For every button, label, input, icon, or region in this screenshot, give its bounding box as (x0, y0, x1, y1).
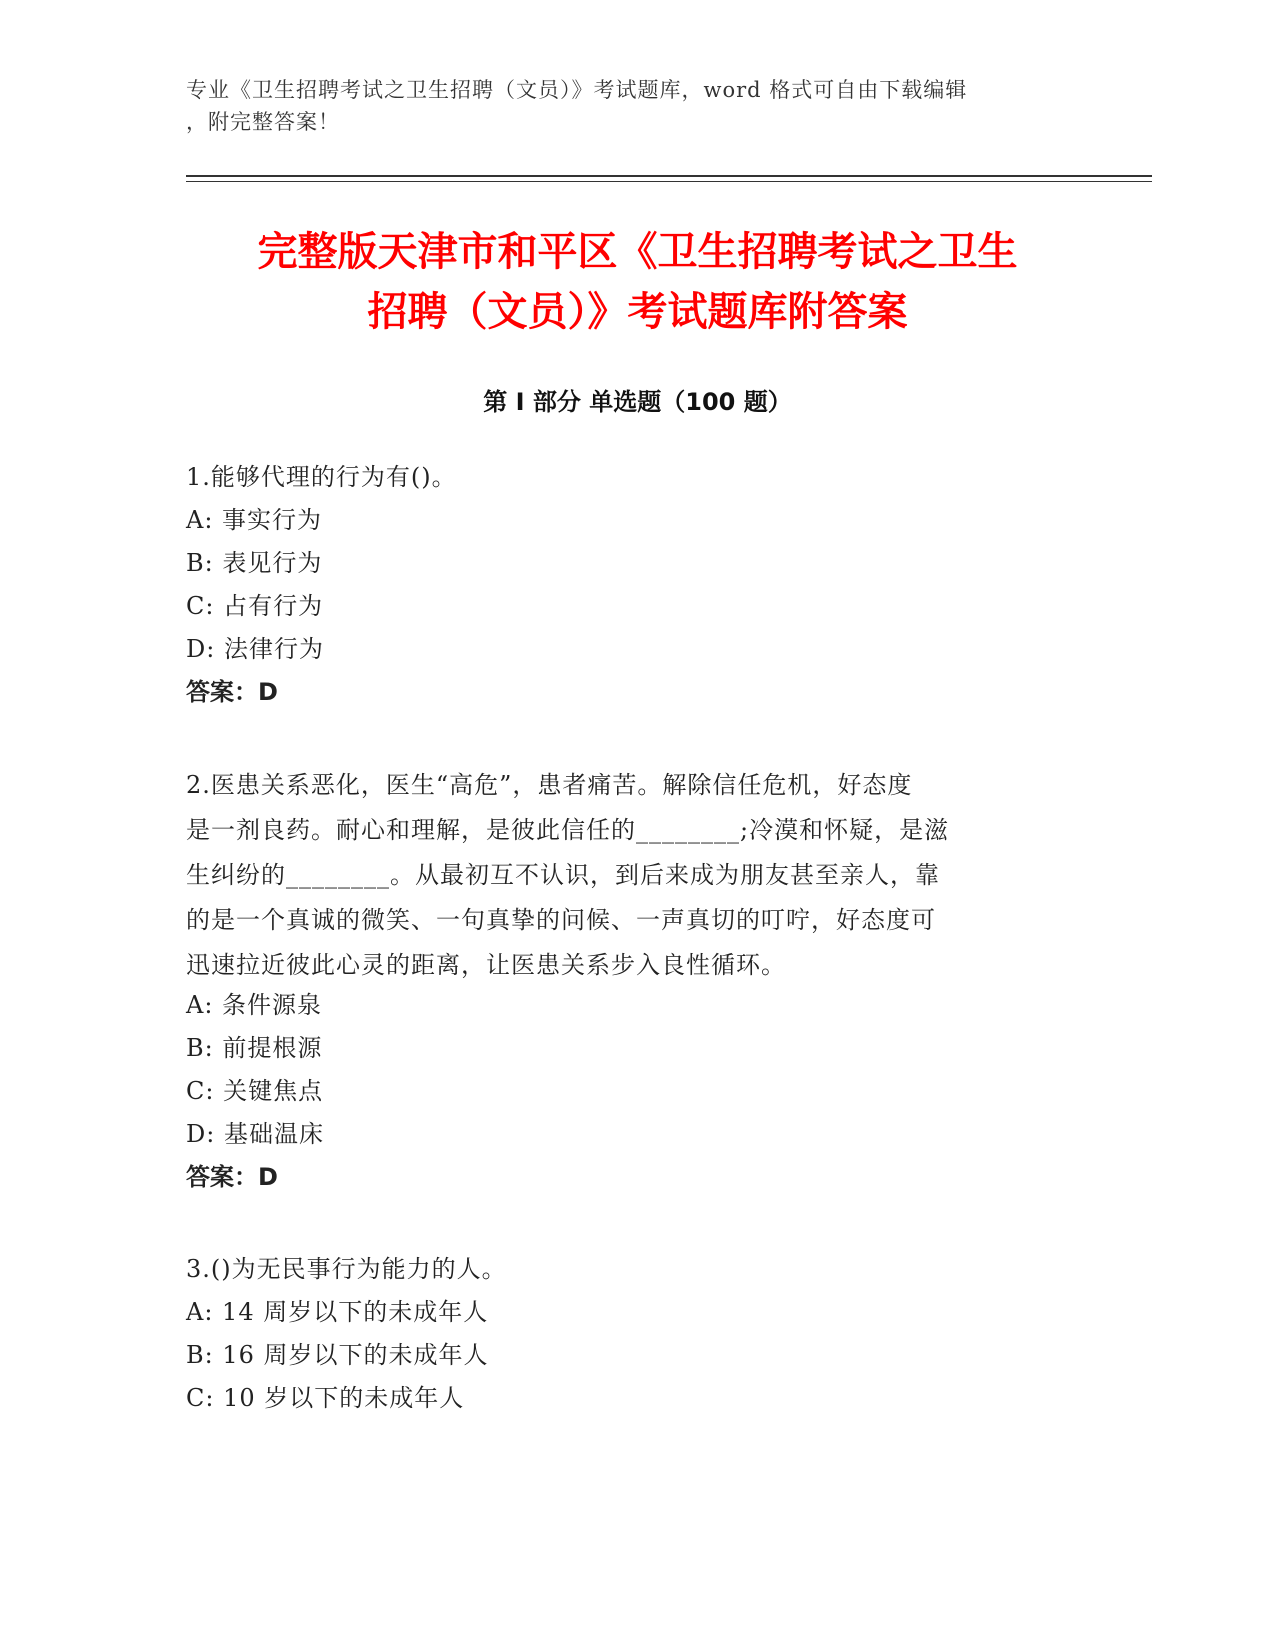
question-3-option-c: C: 10 岁以下的未成年人 (186, 1384, 465, 1412)
header-note-line-1: 专业《卫生招聘考试之卫生招聘（文员）》考试题库，word 格式可自由下载编辑 (186, 78, 968, 102)
header-note (186, 74, 1066, 138)
header-divider-thin (186, 181, 1152, 182)
question-2-stem (186, 763, 1066, 988)
section-heading: 第 I 部分 单选题（100 题） (483, 388, 792, 416)
question-2-stem-line: 的是一个真诚的微笑、一句真挚的问候、一声真切的叮咛，好态度可 (186, 906, 936, 934)
question-1-stem: 1.能够代理的行为有()。 (186, 463, 457, 491)
question-2-option-d: D: 基础温床 (186, 1120, 324, 1148)
question-2-option-b: B: 前提根源 (186, 1034, 323, 1062)
question-2-answer: 答案：D (186, 1163, 278, 1191)
question-2-option-c: C: 关键焦点 (186, 1077, 324, 1105)
question-1-option-c: C: 占有行为 (186, 592, 324, 620)
question-1-option-a: A: 事实行为 (186, 506, 323, 534)
question-2-stem-line: 迅速拉近彼此心灵的距离，让医患关系步入良性循环。 (186, 951, 786, 979)
question-3-stem: 3.()为无民事行为能力的人。 (186, 1255, 507, 1283)
document-title-line-1: 完整版天津市和平区《卫生招聘考试之卫生 (257, 229, 1018, 275)
question-2-stem-line: 是一剂良药。耐心和理解，是彼此信任的________;冷漠和怀疑，是滋 (186, 816, 950, 844)
question-2-stem-line: 生纠纷的________。从最初互不认识，到后来成为朋友甚至亲人，靠 (186, 861, 940, 889)
question-3-option-b: B: 16 周岁以下的未成年人 (186, 1341, 489, 1369)
question-3-option-a: A: 14 周岁以下的未成年人 (186, 1298, 489, 1326)
question-1-answer: 答案：D (186, 678, 278, 706)
document-title (180, 222, 1095, 342)
question-1-option-d: D: 法律行为 (186, 635, 324, 663)
header-divider-thick (186, 175, 1152, 177)
question-2-stem-line: 2.医患关系恶化，医生“高危”，患者痛苦。解除信任危机，好态度 (186, 771, 913, 799)
question-1-option-b: B: 表见行为 (186, 549, 323, 577)
header-note-line-2: ，附完整答案！ (186, 110, 340, 134)
question-2-option-a: A: 条件源泉 (186, 991, 323, 1019)
document-title-line-2: 招聘（文员）》考试题库附答案 (367, 289, 908, 335)
